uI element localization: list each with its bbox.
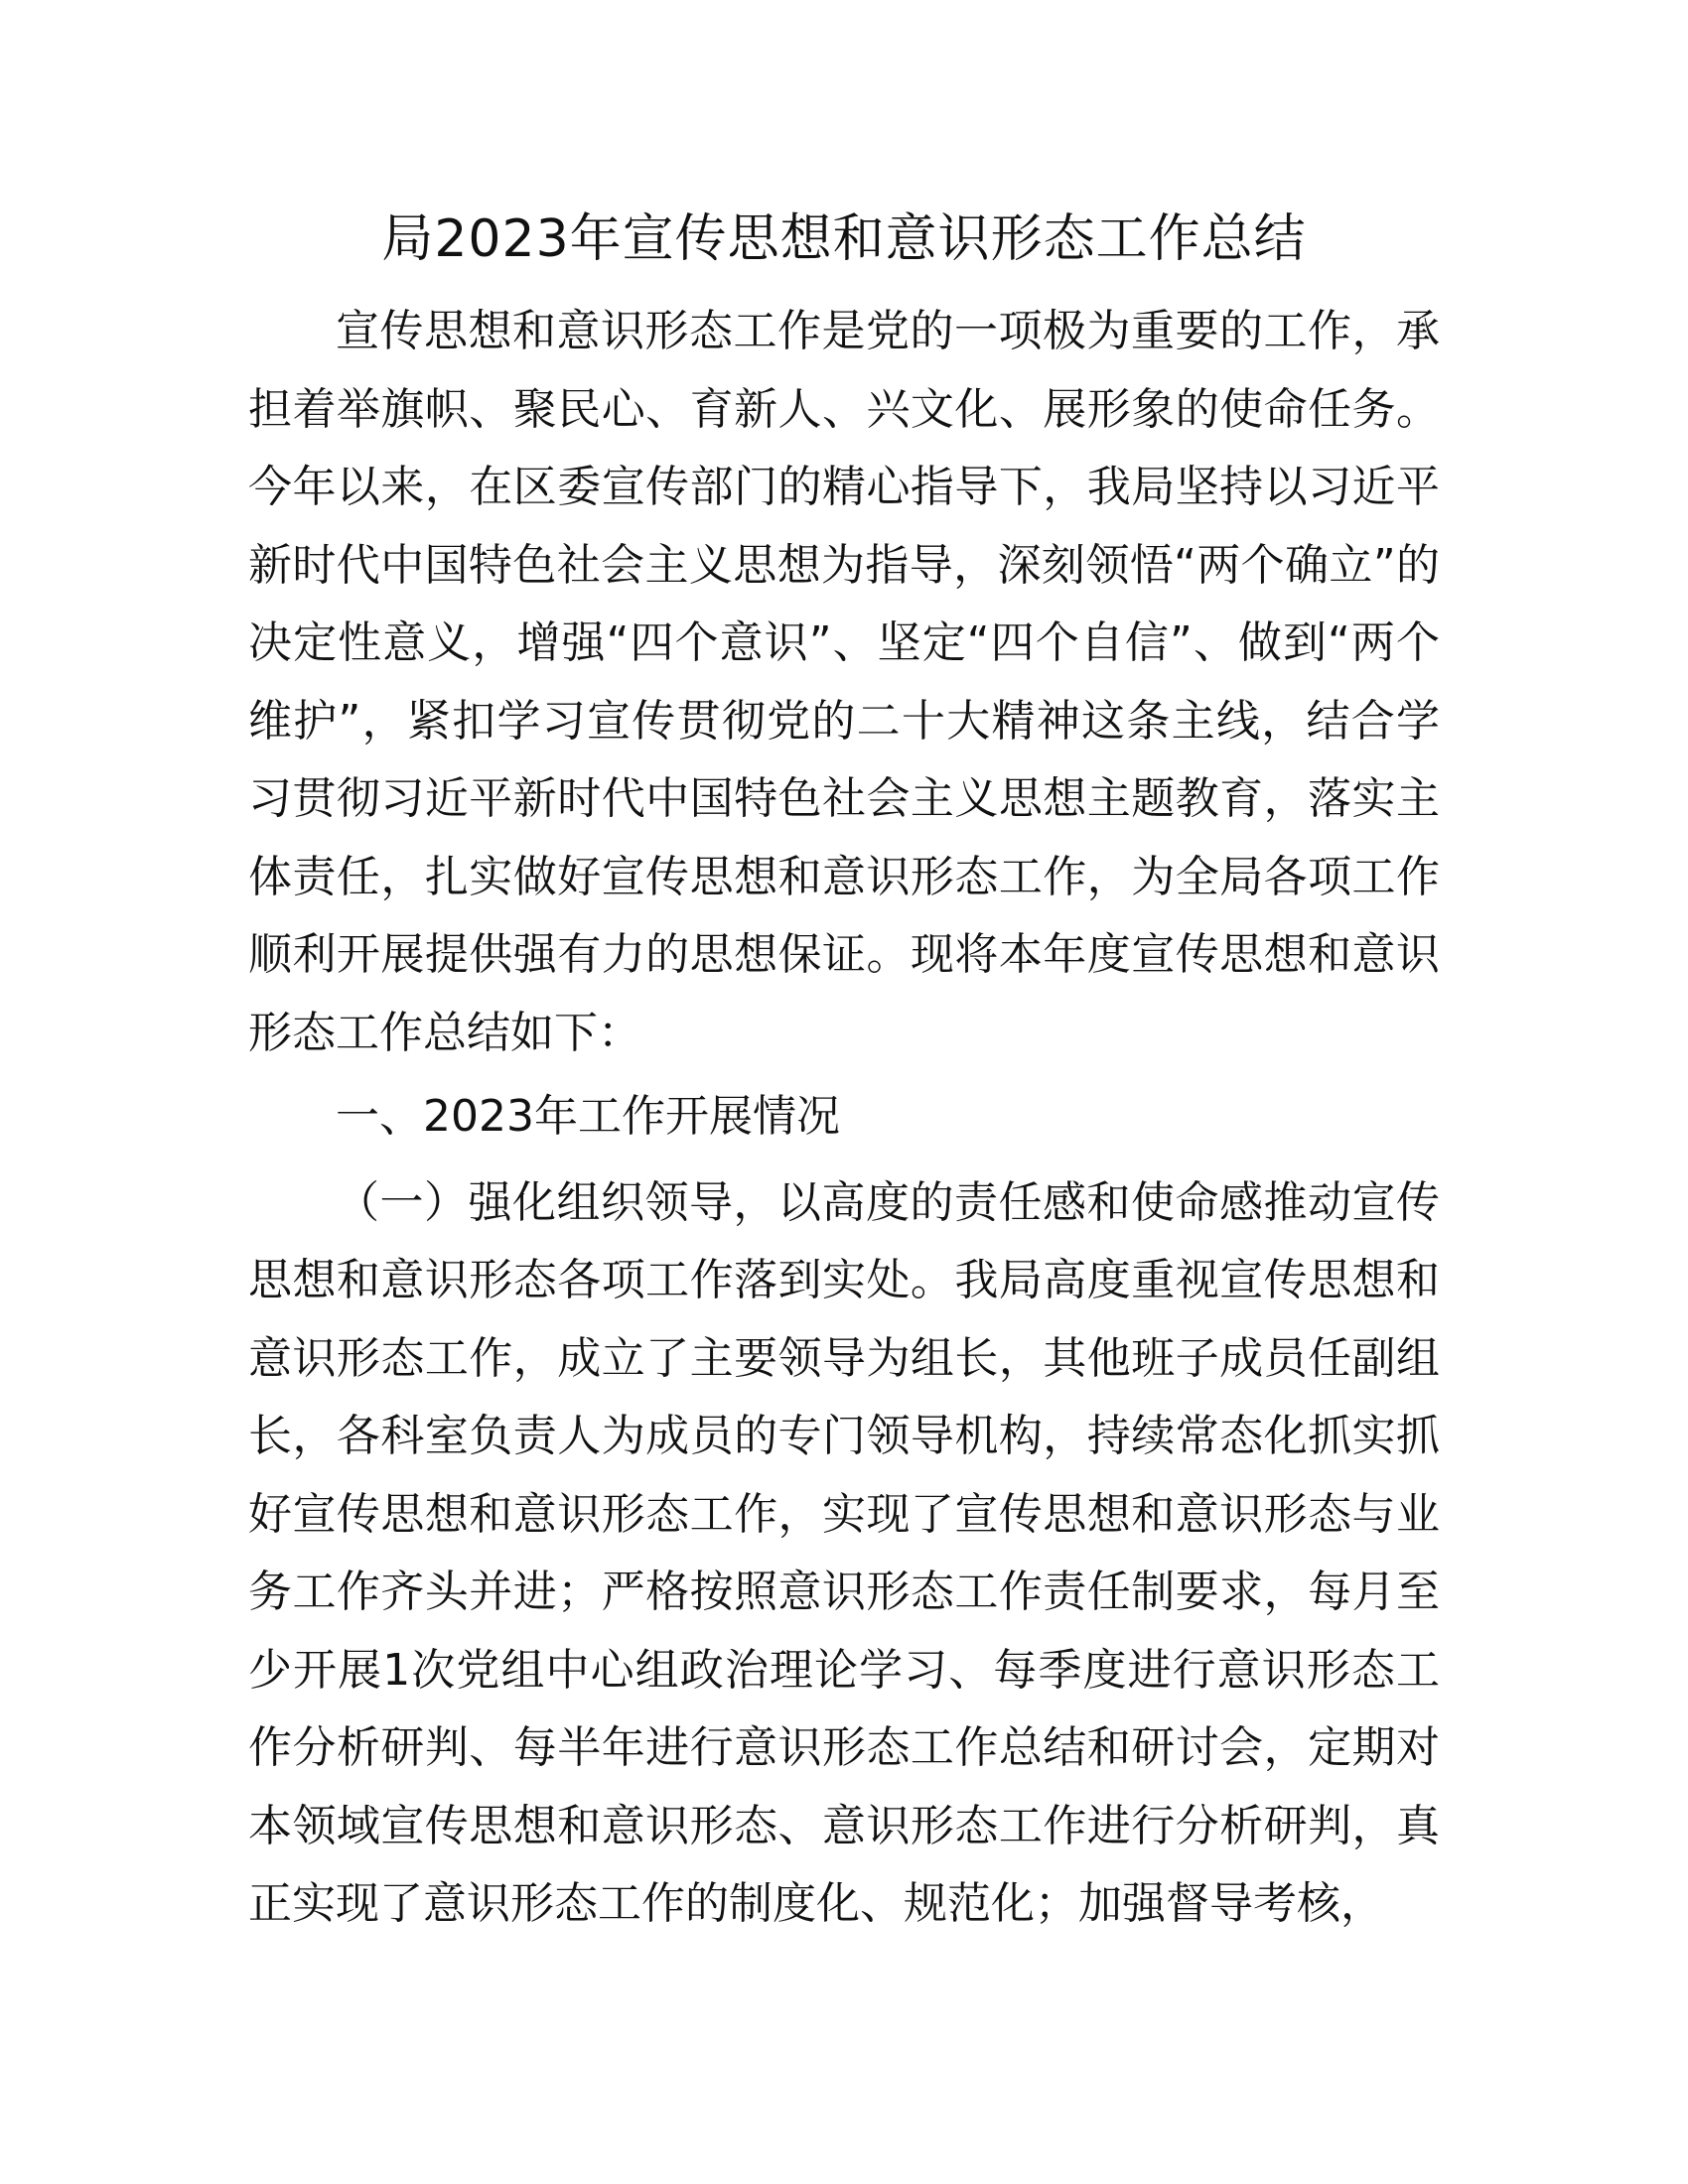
intro-paragraph: 宣传思想和意识形态工作是党的一项极为重要的工作，承担着举旗帜、聚民心、育新人、兴文化、展形象的使命任务。今年以来，在区委宣传部门的精心指导下，我局坚持以习近平新时代中国特色社会主义思想为指导，深刻领悟“两个确立”的决定性意义，增强“四个意识”、坚定“四个自信”、做到“两个维护”，紧扣学习宣传贯彻党的二十大精神这条主线，结合学习贯彻习近平新时代中国特色社会主义思想主题教育，落实主体责任，扎实做好宣传思想和意识形态工作，为全局各项工作顺利开展提供强有力的思想保证。现将本年度宣传思想和意识形态工作总结如下：	[248, 306, 1440, 1058]
document-title: 局2023年宣传思想和意识形态工作总结	[381, 209, 1307, 269]
section-heading: 一、2023年工作开展情况	[336, 1091, 840, 1142]
document-body	[248, 194, 1440, 1944]
subsection-paragraph: （一）强化组织领导，以高度的责任感和使命感推动宣传思想和意识形态各项工作落到实处。我局高度重视宣传思想和意识形态工作，成立了主要领导为组长，其他班子成员任副组长，各科室负责人为成员的专门领导机构，持续常态化抓实抓好宣传思想和意识形态工作，实现了宣传思想和意识形态与业务工作齐头并进；严格按照意识形态工作责任制要求，每月至少开展1次党组中心组政治理论学习、每季度进行意识形态工作分析研判、每半年进行意识形态工作总结和研讨会，定期对本领域宣传思想和意识形态、意识形态工作进行分析研判，真正实现了意识形态工作的制度化、规范化；加强督导考核，	[248, 1176, 1440, 1929]
